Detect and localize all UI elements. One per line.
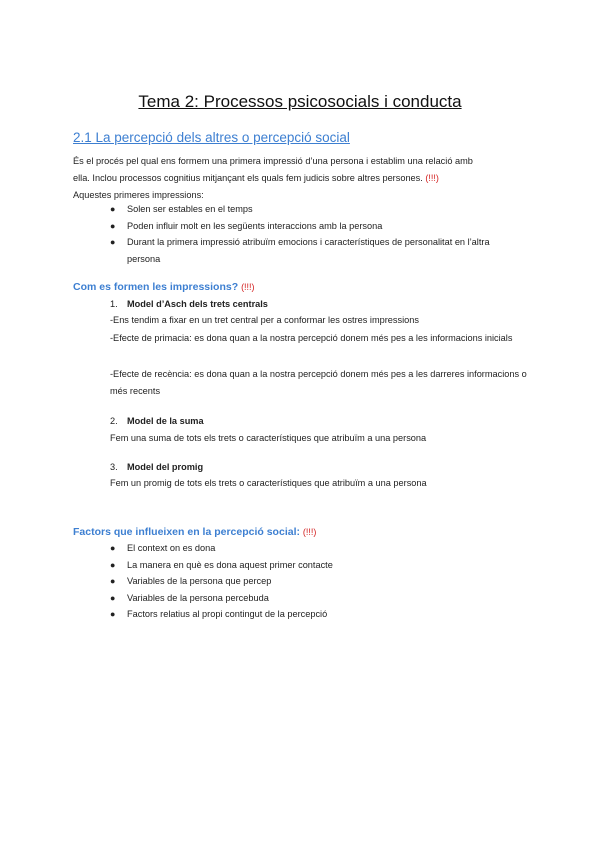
bullet-icon: ● <box>110 543 116 553</box>
document-title: Tema 2: Processos psicosocials i conducta <box>138 92 462 111</box>
intro-line-2: ella. Inclou processos cognitius mitjançant els quals fem judicis sobre altres persones. <box>73 173 423 183</box>
model-heading: 1. Model d’Asch dels trets centrals <box>110 299 268 309</box>
bullet-icon: ● <box>110 204 116 214</box>
list-item: ● Durant la primera impressió atribuïm emocions i característiques de personalitat en l’altra persona <box>0 234 507 267</box>
list-item: ● Variables de la persona percebuda <box>0 590 507 607</box>
section-heading-social-perception: 2.1 La percepció dels altres o percepció social <box>73 130 350 145</box>
list-item: ● El context on es dona <box>0 540 507 557</box>
importance-mark: (!!!) <box>425 173 439 183</box>
list-item: ● La manera en què es dona aquest primer contacte <box>0 557 507 574</box>
model-line: -Efecte de primacia: es dona quan a la nostra percepció donem més pes a les informacions inicials <box>110 333 513 343</box>
intro-paragraph <box>73 153 523 204</box>
first-impressions-list <box>0 201 600 267</box>
model-heading: 2. Model de la suma <box>110 416 204 426</box>
list-item: ● Solen ser estables en el temps <box>0 201 507 218</box>
intro-line-3: Aquestes primeres impressions: <box>73 190 204 200</box>
model-line: -Efecte de recència: es dona quan a la nostra percepció donem més pes a les darreres informacions o més recents <box>110 369 527 396</box>
bullet-icon: ● <box>110 576 116 586</box>
model-heading: 3. Model del promig <box>110 462 204 472</box>
factors-list <box>0 540 600 623</box>
section-heading-factors: Factors que influeixen en la percepció social: (!!!) <box>73 526 317 538</box>
bullet-icon: ● <box>110 609 116 619</box>
importance-mark: (!!!) <box>302 527 317 537</box>
list-item: ● Factors relatius al propi contingut de la percepció <box>0 606 507 623</box>
intro-line-1: És el procés pel qual ens formem una primera impressió d’una persona i establim una relació amb <box>73 156 473 166</box>
list-item: ● Poden influir molt en les següents interaccions amb la persona <box>0 218 507 235</box>
section-heading-impressions: Com es formen les impressions? (!!!) <box>73 281 255 293</box>
list-item: ● Variables de la persona que percep <box>0 573 507 590</box>
bullet-icon: ● <box>110 237 116 247</box>
bullet-icon: ● <box>110 559 116 570</box>
model-line: -Ens tendim a fixar en un tret central per a conformar les ostres impressions <box>110 315 419 325</box>
bullet-icon: ● <box>110 220 116 231</box>
importance-mark: (!!!) <box>241 282 255 292</box>
model-line: Fem un promig de tots els trets o característiques que atribuïm a una persona <box>110 478 427 488</box>
bullet-icon: ● <box>110 592 116 603</box>
model-line: Fem una suma de tots els trets o característiques que atribuïm a una persona <box>110 433 427 443</box>
